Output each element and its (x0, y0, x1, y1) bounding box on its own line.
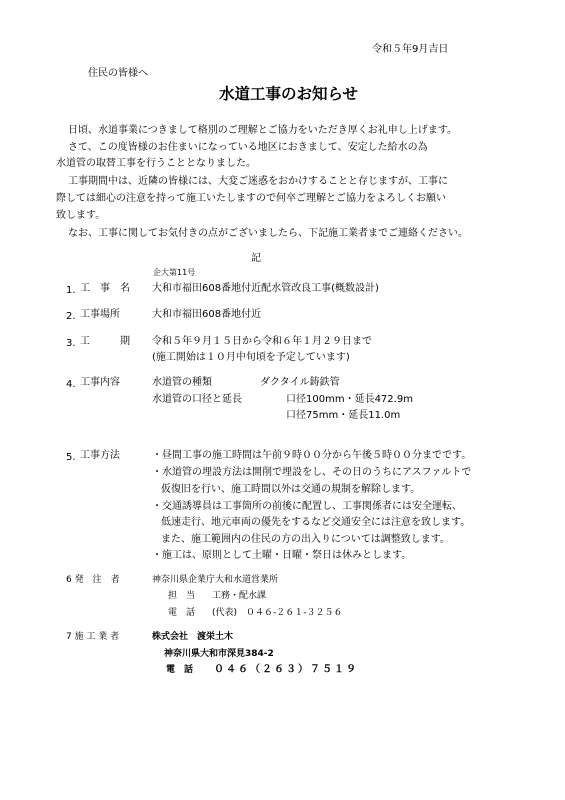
method-line-2: ・水道管の埋設方法は開削で埋設をし、その日のうちにアスファルトで (152, 467, 472, 478)
item-5-number: 5. (66, 452, 76, 463)
item-3-value: 令和５年９月１５日から令和６年１月２９日まで (152, 336, 372, 347)
body-line-2: さて、この度皆様のお住まいになっている地区におきまして、安定した給水の為 (68, 142, 428, 153)
contractor-label: 7 施 工 業 者 (66, 632, 120, 642)
item-1-label: 工 事 名 (80, 283, 130, 294)
method-line-5: 低速走行、地元車両の優先をするなど交通安全には注意を致します。 (161, 517, 471, 528)
method-line-7: ・施工は、原則として土曜・日曜・祭日は休みとします。 (152, 550, 412, 561)
orderer-tel-value: (代表) ０４６-２６１-３２５６ (212, 608, 343, 618)
item-1-number: 1. (66, 285, 76, 296)
orderer-person-value: 工務・配水課 (212, 591, 267, 601)
contractor-company: 株式会社 渡栄土木 (152, 632, 234, 642)
orderer-person-label: 担 当 (168, 591, 196, 601)
item-3-number: 3. (66, 338, 76, 349)
contractor-address: 神奈川県大和市深見384-2 (164, 649, 274, 659)
item-2-number: 2. (66, 311, 76, 322)
pipe-size-2: 口径75mm・延長11.0m (286, 410, 401, 421)
item-2-value: 大和市福田608番地付近 (152, 309, 262, 320)
body-line-5: 際しては細心の注意を持って施工いたしますので何卒ご理解とご協力をよろしくお願い (56, 193, 446, 204)
contractor-tel-value: ０４６（２６３）７５１９ (214, 664, 358, 675)
pipe-type-value: ダクタイル鋳鉄管 (260, 377, 340, 388)
notice-date: 令和５年9月吉日 (372, 44, 449, 55)
method-line-3: 仮復旧を行い、施工時間以外は交通の規制を解除します。 (161, 484, 421, 495)
contractor-tel-label: 電 話 (166, 665, 194, 675)
orderer-tel-label: 電 話 (168, 608, 196, 618)
pipe-size-label: 水道管の口径と延長 (152, 394, 242, 405)
work-number: 企大第11号 (153, 268, 196, 277)
item-3-note: (施工開始は１０月中旬頃を予定しています) (152, 352, 350, 363)
item-1-value: 大和市福田608番地付近配水管改良工事(概数設計) (152, 283, 379, 294)
item-5-label: 工事方法 (80, 450, 120, 461)
body-line-4: 工事期間中は、近隣の皆様には、大変ご迷惑をおかけすることと存じますが、工事に (68, 176, 448, 187)
method-line-4: ・交通誘導員は工事箇所の前後に配置し、工事関係者には安全運転、 (152, 501, 462, 512)
page-title: 水道工事のお知らせ (219, 85, 359, 103)
pipe-size-1: 口径100mm・延長472.9m (286, 394, 413, 405)
body-line-3: 水道管の取替工事を行うこととなりました。 (56, 158, 256, 169)
body-line-1: 日頃、水道事業につきまして格別のご理解とご協力をいただき厚くお礼申し上げます。 (68, 125, 457, 136)
orderer-org: 神奈川県企業庁大和水道営業所 (152, 575, 279, 585)
item-4-number: 4. (66, 379, 76, 390)
item-4-label: 工事内容 (80, 377, 120, 388)
item-2-label: 工事場所 (80, 309, 120, 320)
ki-heading: 記 (251, 253, 261, 264)
pipe-type-label: 水道管の種類 (152, 377, 212, 388)
body-line-7: なお、工事に関してお気付きの点がございましたら、下記施工業者までご連絡ください。 (68, 228, 468, 239)
method-line-6: また、施工範囲内の住民の方の出入りについては調整致します。 (161, 534, 450, 545)
item-3-label: 工 期 (80, 336, 130, 347)
body-line-6: 致します。 (56, 210, 106, 221)
method-line-1: ・昼間工事の施工時間は午前９時００分から午後５時００分までです。 (152, 450, 472, 461)
orderer-label: 6 発 注 者 (66, 575, 120, 585)
recipient: 住民の皆様へ (88, 68, 148, 79)
